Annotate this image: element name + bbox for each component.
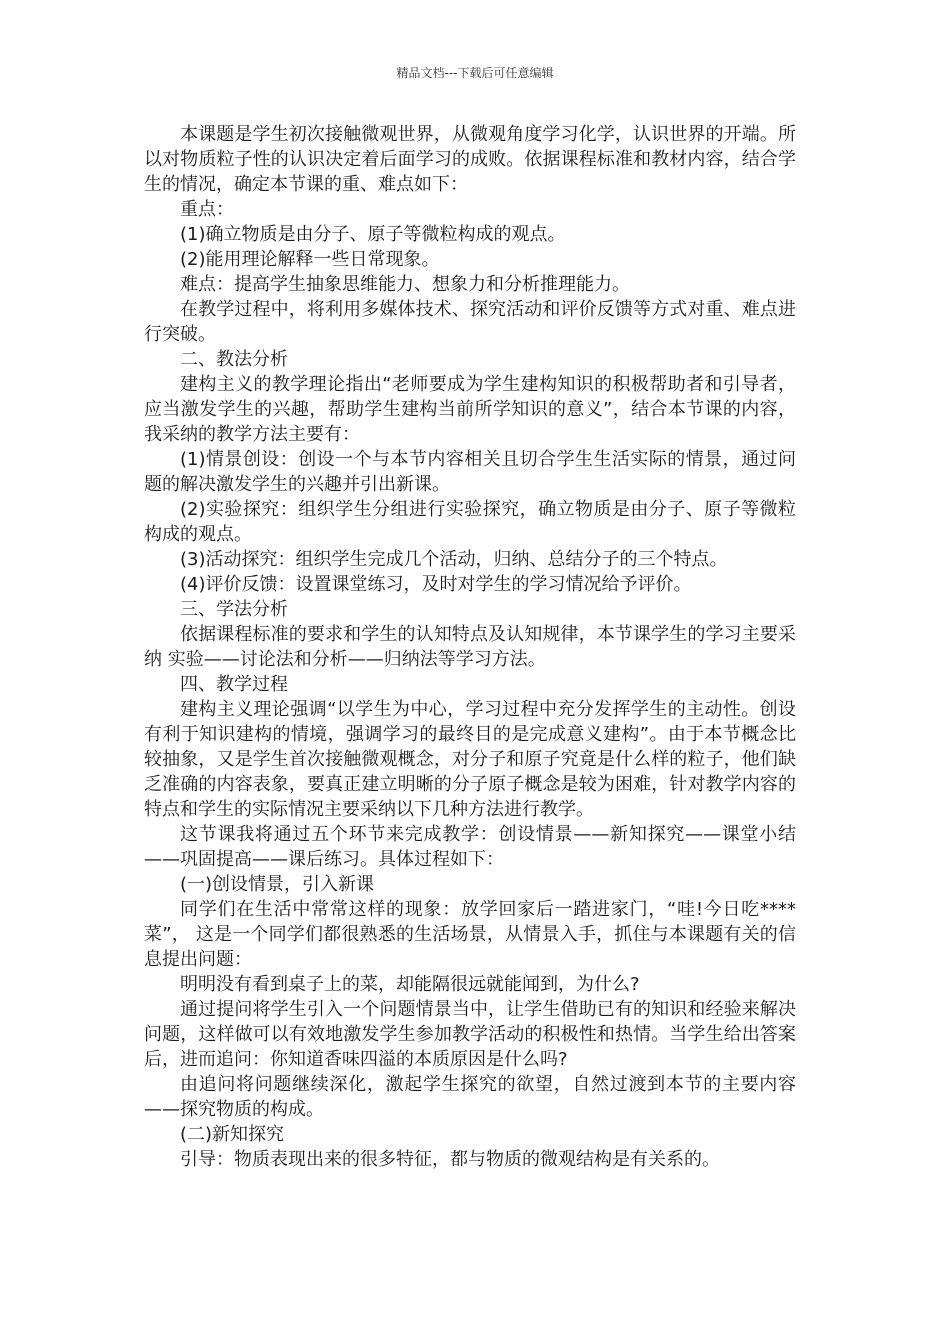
section-heading: 二、教法分析 — [180, 349, 288, 370]
paragraph: 难点：提高学生抽象思维能力、想象力和分析推理能力。 — [180, 274, 630, 295]
paragraph: (4)评价反馈：设置课堂练习，及时对学生的学习情况给予评价。 — [180, 574, 692, 595]
paragraph: (2)实验探究：组织学生分组进行实验探究，确立物质是由分子、原子等微粒构成的观点。 — [144, 499, 796, 545]
document-body — [144, 122, 796, 1172]
paragraph: 同学们在生活中常常这样的现象：放学回家后一踏进家门，“哇!今日吃****菜”， 这是一个同学们都很熟悉的生活场景，从情景入手，抓住与本课题有关的信息提出问题： — [144, 899, 796, 970]
paragraph: (3)活动探究：组织学生完成几个活动，归纳、总结分子的三个特点。 — [180, 549, 728, 570]
paragraph: 建构主义理论强调“以学生为中心，学习过程中充分发挥学生的主动性。创设有利于知识建构的情境，强调学习的最终目的是完成意义建构”。由于本节概念比较抽象，又是学生首次接触微观概念，对分子和原子究竟是什么样的粒子，他们缺乏准确的内容表象，要真正建立明晰的分子原子概念是较为困难，针对教学内容的特点和学生的实际情况主要采纳以下几种方法进行教学。 — [144, 699, 796, 820]
subsection-heading: (一)创设情景，引入新课 — [180, 874, 375, 895]
paragraph: (1)确立物质是由分子、原子等微粒构成的观点。 — [180, 224, 566, 245]
paragraph: 引导：物质表现出来的很多特征，都与物质的微观结构是有关系的。 — [180, 1149, 720, 1170]
section-heading: 四、教学过程 — [180, 674, 288, 695]
paragraph: 本课题是学生初次接触微观世界，从微观角度学习化学，认识世界的开端。所以对物质粒子性的认识决定着后面学习的成败。依据课程标准和教材内容，结合学生的情况，确定本节课的重、难点如下： — [144, 124, 796, 195]
paragraph: 重点： — [180, 199, 234, 220]
paragraph: (2)能用理论解释一些日常现象。 — [180, 249, 440, 270]
paragraph: 在教学过程中，将利用多媒体技术、探究活动和评价反馈等方式对重、难点进行突破。 — [144, 299, 796, 345]
paragraph: 通过提问将学生引入一个问题情景当中，让学生借助已有的知识和经验来解决问题，这样做可以有效地激发学生参加教学活动的积极性和热情。当学生给出答案后，进而追问：你知道香味四溢的本质原因是什么吗? — [144, 999, 796, 1070]
paragraph: 由追问将问题继续深化，激起学生探究的欲望，自然过渡到本节的主要内容——探究物质的构成。 — [144, 1074, 796, 1120]
paragraph: 这节课我将通过五个环节来完成教学：创设情景——新知探究——课堂小结——巩固提高——课后练习。具体过程如下： — [144, 824, 796, 870]
subsection-heading: (二)新知探究 — [180, 1124, 285, 1145]
paragraph: 明明没有看到桌子上的菜，却能隔很远就能闻到，为什么? — [180, 974, 640, 995]
section-heading: 三、学法分析 — [180, 599, 288, 620]
paragraph: 依据课程标准的要求和学生的认知特点及认知规律，本节课学生的学习主要采纳 实验——讨论法和分析——归纳法等学习方法。 — [144, 624, 796, 670]
paragraph: (1)情景创设：创设一个与本节内容相关且切合学生生活实际的情景，通过问题的解决激发学生的兴趣并引出新课。 — [144, 449, 796, 495]
page-header: 精品文档---下载后可任意编辑 — [396, 66, 554, 80]
paragraph: 建构主义的教学理论指出“老师要成为学生建构知识的积极帮助者和引导者，应当激发学生的兴趣，帮助学生建构当前所学知识的意义”，结合本节课的内容，我采纳的教学方法主要有： — [144, 374, 796, 445]
